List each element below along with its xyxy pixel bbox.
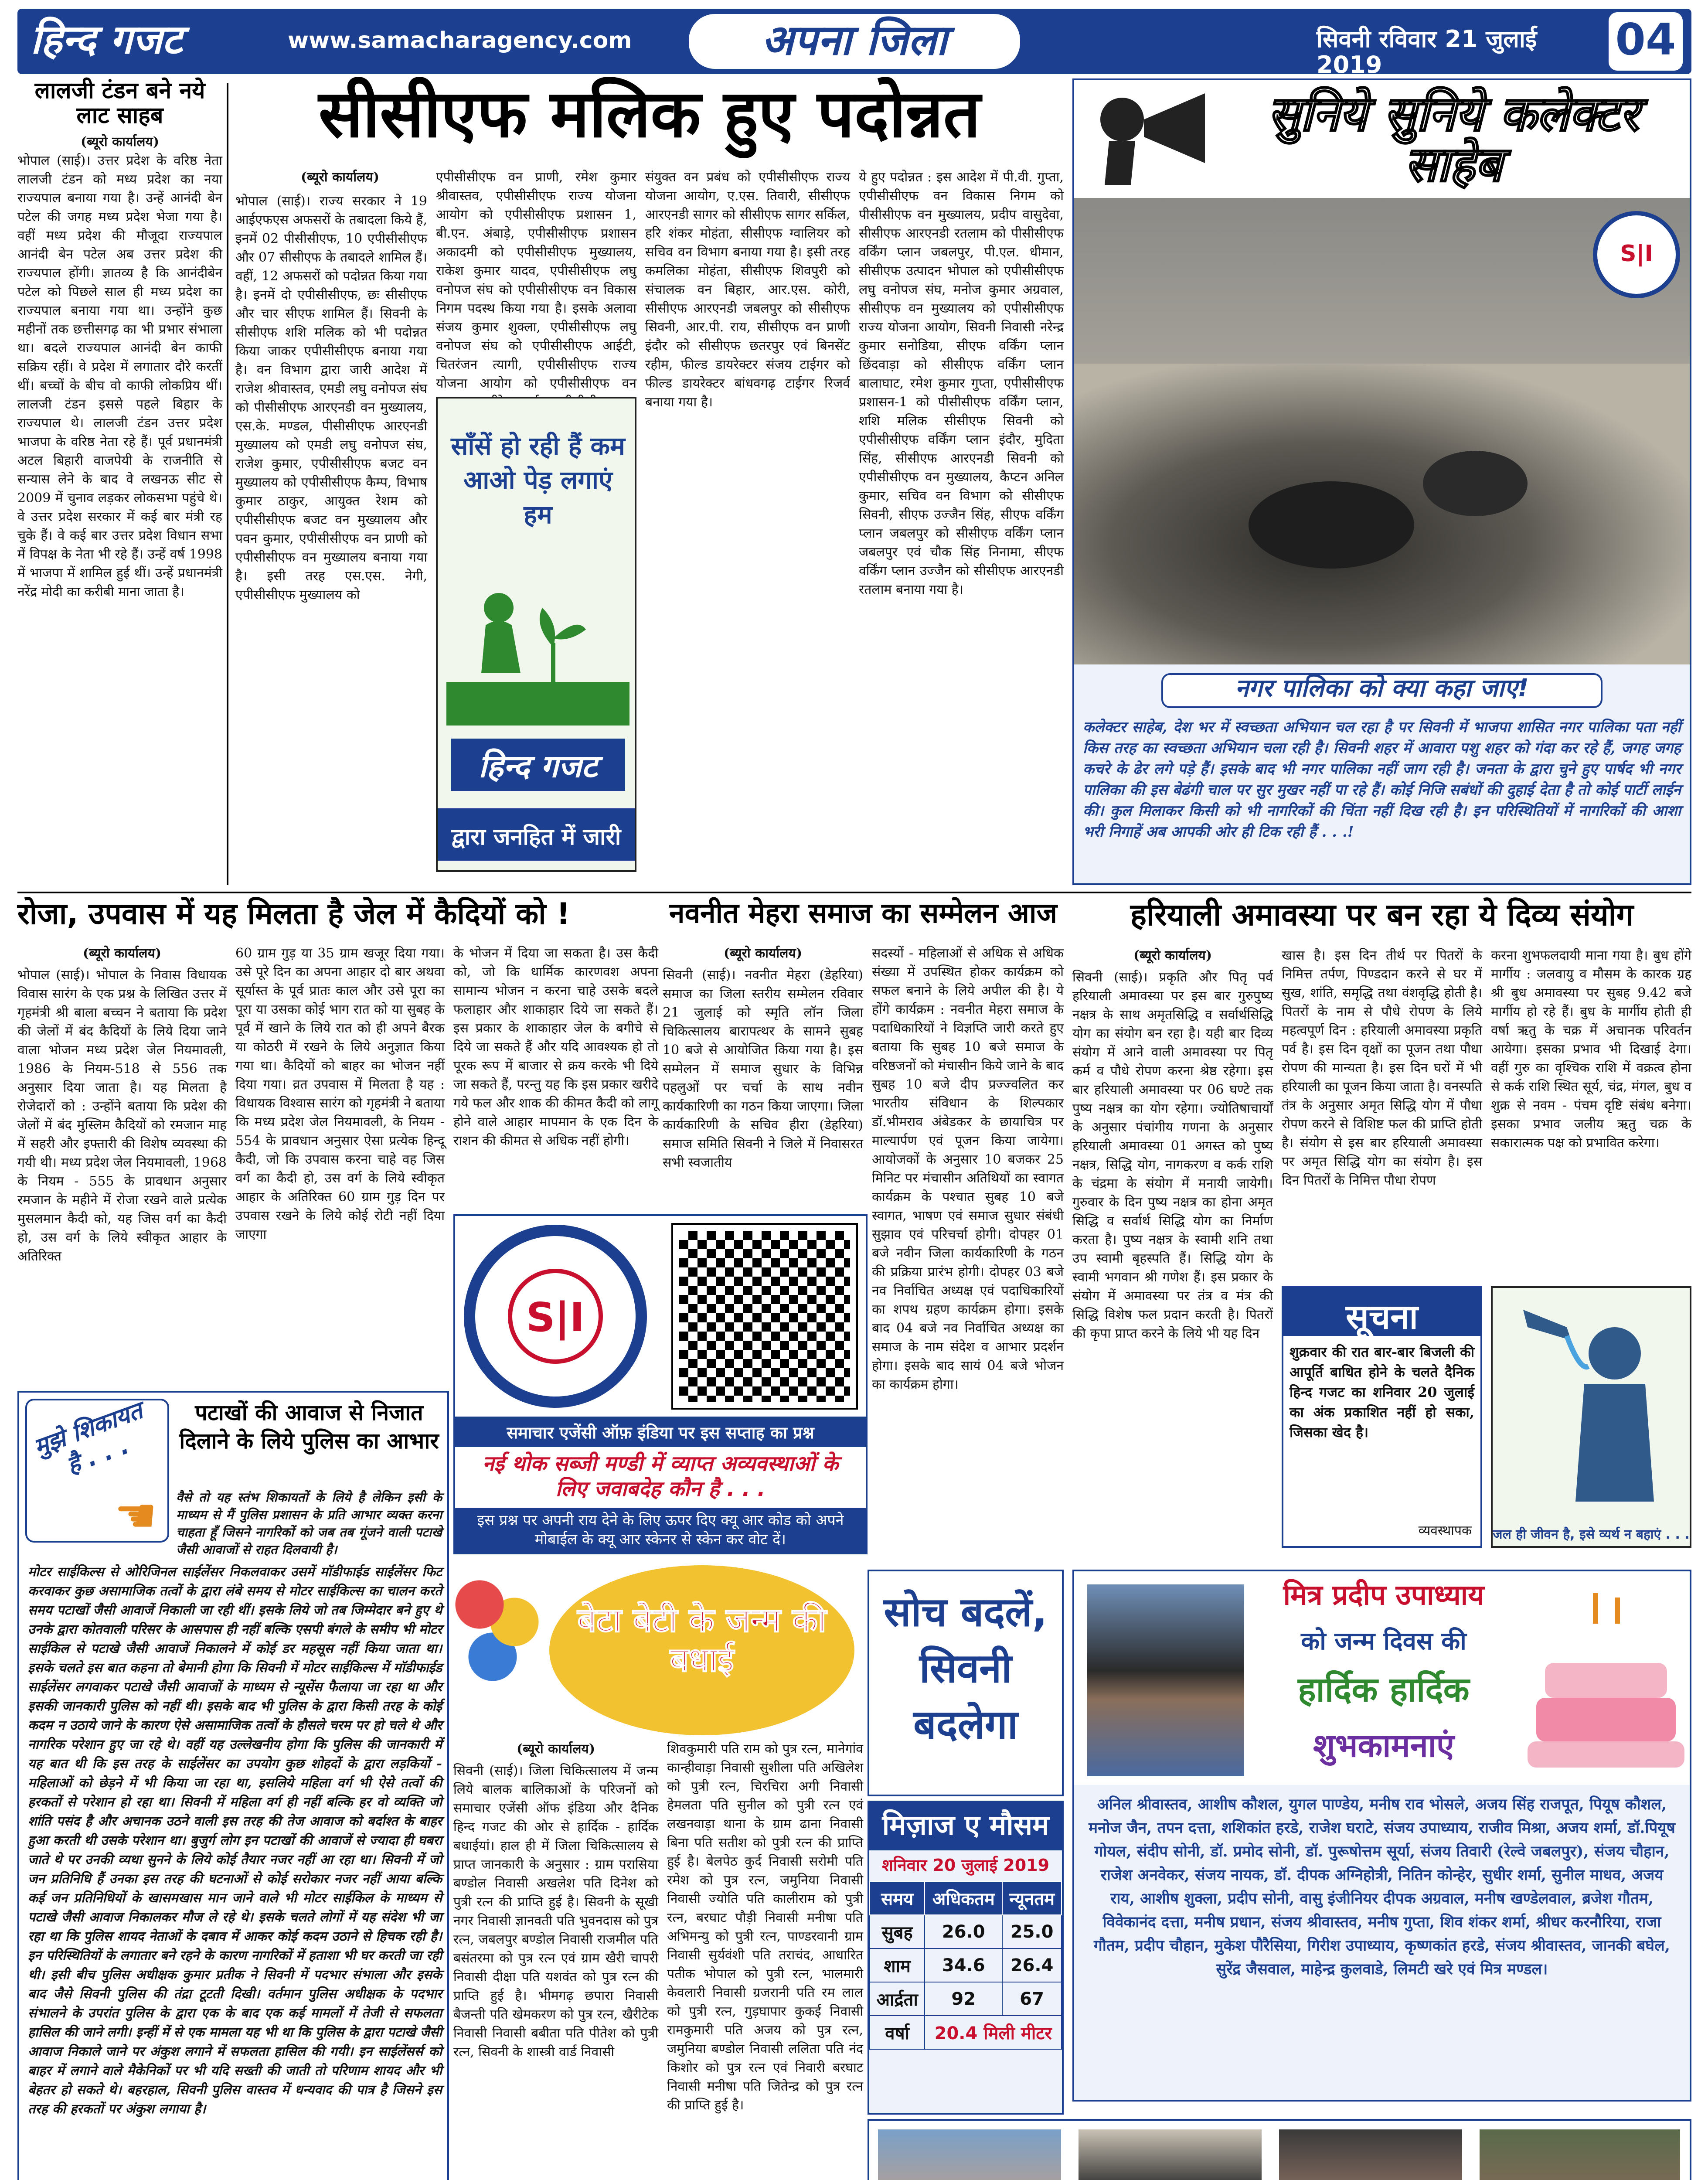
beta-credit: (ब्यूरो कार्यालय) bbox=[516, 1741, 595, 1757]
pointing-hand-icon: ☚ bbox=[114, 1488, 157, 1543]
hariyali-headline: हरियाली अमावस्या पर बन रहा ये दिव्य संयोग bbox=[1130, 897, 1634, 933]
divider bbox=[17, 892, 1691, 893]
promo-bottom: द्वारा जनहित में जारी bbox=[438, 808, 635, 861]
roza-headline: रोजा, उपवास में यह मिलता है जेल में कैदियों को ! bbox=[17, 897, 570, 931]
weather-header: अधिकतम bbox=[925, 1881, 1002, 1915]
water-caption: जल ही जीवन है, इसे व्यर्थ न बहाएं . . . bbox=[1493, 1527, 1690, 1542]
birthday-names: अनिल श्रीवास्तव, आशीष कौशल, युगल पाण्डेय, मनीष राव भोसले, अजय सिंह राजपूत, पियूष कौशल, मनोज जैन, तपन दत्ता, शशिकांत हरडे, राजेश घराटे, संजय उपाध्याय, राजीव मिश्रा, अजय शर्मा, डॉ.पियूष गोयल, संदीप सोनी, डॉ. प्रमोद सोनी, डॉ. पुरूषोत्तम सूर्या, संजय तिवारी (रेल्वे जबलपुर), संजय चौहान, राजेश अनवेकर, संजय नायक, डॉ. दीपक अग्निहोत्री, नितिन कोन्हेर, सुधीर शर्मा, सुनील माधव, अजय राय, आशीष शुक्ला, प्रदीप सोनी, वासु इंजीनियर दीपक अग्रवाल, मनीष खण्डेलवाल, ब्रजेश गौतम, विवेकानंद दत्ता, मनीष प्रधान, संजय श्रीवास्तव, मनीष गुप्ता, शिव शंकर शर्मा, श्रीधर करनौरिया, राजा गौतम, प्रदीप चौहान, मुकेश पौरैसिया, गिरीश उपाध्याय, कृष्णकांत हरडे, संजय श्रीवास्तव, जानकी बघेल, सुरेंद्र जैसवाल, माहेन्द्र कुलवाडे, लिमटी खरे एवं मित्र मण्डल। bbox=[1074, 1785, 1690, 2100]
hariyali-col1: सिवनी (साई)। प्रकृति और पितृ पर्व हरियाली अमावस्या पर इस बार गुरुपुष्य नक्षत्र के साथ अमृतसिद्धि व सर्वार्थसिद्धि योग का संयोग बन रहा है। यही बार दिव्य संयोग में आने वाली अमावस्या पर पितृ कर्म व पौधे रोपण करना श्रेष्ठ रहेगा। इस बार हरियाली अमावस्या पर 06 घण्टे तक पुष्य नक्षत्र का योग रहेगा। ज्योतिषाचार्यों के अनुसार पंचांगीय गणना के अनुसार हरियाली अमावस्या 01 अगस्त को पुष्य नक्षत्र, सिद्धि योग, नागकरण व कर्क राशि के चंद्रमा के संयोग में मनायी जायेगी। गुरुवार के दिन पुष्य नक्षत्र का होना अमृत सिद्धि व सर्वार्थ सिद्धि योग का निर्माण करता है। पुष्य नक्षत्र के स्वामी शनि तथा उप स्वामी बृहस्पति हैं। सिद्धि योग के स्वामी भगवान श्री गणेश हैं। इस प्रकार के संयोग में अमावस्या पर तंत्र व मंत्र की सिद्धि विशेष फल प्रदान करती है। पितरों की कृपा प्राप्त करने के लिये भी यह दिन bbox=[1072, 970, 1273, 1341]
samachar-answer: इस प्रश्न पर अपनी राय देने के लिए ऊपर दिए क्यू आर कोड को अपने मोबाईल के क्यू आर स्केनर से स्केन कर वोट दें। bbox=[455, 1508, 866, 1553]
samachar-box bbox=[453, 1214, 868, 1554]
birthday-sub3: शुभकामनाएं bbox=[1313, 1727, 1454, 1764]
navneet-credit: (ब्यूरो कार्यालय) bbox=[723, 946, 803, 961]
navneet-col1: सिवनी (साई)। नवनीत मेहरा (डेहरिया) समाज का जिला स्तरीय सम्मेलन रविवार 21 जुलाई को स्मृति लॉन जिला चिकित्सालय बारापत्थर के सामने सुबह 10 बजे से आयोजित किया गया है। इस सम्मेलन में समाज सुधार के विभिन्न पहलुओं पर चर्चा के साथ नवीन कार्यकारिणी का गठन किया जाएगा। जिला कार्यकारिणी के सचिव हीरा (डेहरिया) समाज समिति सिवनी ने जिले में निवासरत सभी स्वजातीय bbox=[663, 967, 863, 1170]
weather-cell: 26.4 bbox=[1002, 1948, 1062, 1982]
water-promo bbox=[1491, 1286, 1691, 1548]
samachar-subscribe[interactable]: समाचार एजेंसी ऑफ़ इंडिया पर इस सप्ताह का प्रश्न bbox=[455, 1417, 866, 1447]
roza-col2: 60 ग्राम गुड़ या 35 ग्राम खजूर दिया गया। उसे पूरे दिन का अपना आहार दो बार अथवा सूर्यास्त के पूर्व प्रातः काल और उसे पूरा का पूरा या उसका कोई भाग रात को या सुबह के पूर्व में खाने के लिये रात को ही अपने बैरक या कोठरी में रखने के लिये अनुज्ञात किया गया था। कैदियों को बाहर का भोजन नहीं दिया गया। व्रत उपवास में मिलता है यह : विधायक विश्वास सारंग को गृहमंत्री ने बताया कि मध्य प्रदेश जेल नियमावली, के नियम - 554 के प्रावधान अनुसार ऐसा प्रत्येक हिन्दू कैदी, जो कि उपवास करना चाहे वह जिस वर्ग का कैदी हो, उस वर्ग के लिये स्वीकृत आहार के अतिरिक्त 60 ग्राम गुड़ दिन पर उपवास रखने के लिये कोई रोटी नहीं दिया जाएगा bbox=[235, 946, 445, 1242]
weather-header-row bbox=[870, 1881, 1062, 1915]
promo-logo: हिन्द गजट bbox=[451, 739, 625, 791]
weather-cell: 67 bbox=[1002, 1982, 1062, 2016]
beta-col1: सिवनी (साई)। जिला चिकित्सालय में जन्म लिये बालक बालिकाओं के परिजनों को समाचार एजेंसी ऑफ इंडिया और दैनिक हिन्द गजट की ओर से हार्दिक - हार्दिक बधाईयां। हाल ही में जिला चिकित्सालय से प्राप्त जानकारी के अनुसार : ग्राम परासिया बण्डोल निवासी अखलेश पति दिनेश को पुत्री रत्न की प्राप्ति हुई है। सिवनी के सूखी नगर निवासी ज्ञानवती पति भुवनदास को पुत्र रत्न, जबलपुर बण्डोल निवासी राजमील पति बसंतरमा को पुत्र रत्न एवं ग्राम खैरी चापरी निवासी दीक्षा पति यशवंत को पुत्र रत्न की प्राप्ति हुई है। भीमगढ़ छपारा निवासी बैजन्ती पति खेमकरण को पुत्र रत्न, खैरीटेक निवासी निवासी बबीता पति पीतेश को पुत्री रत्न, सिवनी के शास्त्री वार्ड निवासी bbox=[453, 1763, 658, 2060]
weather-header: समय bbox=[870, 1881, 925, 1915]
samachar-question: नई थोक सब्जी मण्डी में व्याप्त अव्यवस्थाओं के लिए जवाबदेह कौन है . . . bbox=[482, 1451, 839, 1501]
suchna-sign: व्यवस्थापक bbox=[1418, 1523, 1472, 1538]
beta-col2: शिवकुमारी पति राम को पुत्र रत्न, मानेगांव कान्हीवाड़ा निवासी सुशीला पति अखिलेश को पुत्री रत्न, चिरचिरा अगी निवासी हेमलता पति सुनील को पुत्री रत्न एवं लखनवाड़ा थाना के ग्राम ढाना निवासी बिना पति सतीश को पुत्री रत्न की प्राप्ति हुई है। बेलपेठ कुर्द निवासी सरोमी पति रमेश को पुत्र रत्न, जमुनिया निवासी निवासी ज्योति पति कालीराम को पुत्री रत्न, बरघाट पौड़ी निवासी मनीषा पति अभिमन्यु को पुत्री रत्न, पाण्डरवानी ग्राम निवासी सुर्यवंशी पति तराचंद, आधारित पतीक भोपाल को पुत्री रत्न, भालमारी केवलारी निवासी ग्रजरानी पति रम लाल को पुत्री रत्न, गुड़घापार कुकई निवासी रामकुमारी पति अजय को पुत्र रत्न, जमुनिया बण्डोल निवासी ललिता पति नंद किशोर को पुत्र रत्न एवं निवारी बरघाट निवासी मनीषा पति जितेन्द्र को पुत्र रत्न की प्राप्ति हुई है। bbox=[667, 1741, 863, 2113]
collector-header bbox=[1074, 80, 1690, 198]
weather-cell: 34.6 bbox=[925, 1948, 1002, 1982]
weather-cell: आर्द्रता bbox=[870, 1982, 925, 2016]
ccf-col2: एपीसीसीएफ वन प्राणी, रमेश कुमार श्रीवास्तव, एपीसीसीएफ राज्य योजना आयोग को एपीसीसीएफ प्रशासन 1, बी.एन. अंबाड़े, एपीसीसीएफ प्रशासन अकादमी को एपीसीसीएफ मुख्यालय, राकेश कुमार यादव, एपीसीसीएफ लघु वनोपज संघ को एपीसीसीएफ वन विकास निगम पदस्थ किया गया है। इसके अलावा संजय कुमार शुक्ला, एपीसीसीएफ लघु वनोपज संघ को एपीसीसीएफ आईटी, चितरंजन त्यागी, एपीसीसीएफ राज्य योजना आयोग को एपीसीसीएफ वन bbox=[436, 170, 636, 391]
weather-title: मिज़ाज ए मौसम bbox=[869, 1802, 1062, 1850]
balloon-icon bbox=[453, 1570, 541, 1727]
soch-text: सोच बदलें, सिवनी बदलेगा bbox=[884, 1589, 1048, 1748]
lalji-credit: (ब्यूरो कार्यालय) bbox=[80, 134, 160, 150]
megaphone-icon bbox=[1083, 89, 1214, 189]
birthday-box bbox=[1072, 1570, 1691, 2102]
ccf-col3: संयुक्त वन प्रबंध को एपीसीसीएफ राज्य योजना आयोग, ए.एस. तिवारी, सीसीएफ आरएनडी सागर को सीसीएफ सागर सर्किल, हरि शंकर मोहंता, सीसीएफ ग्वालियर को सचिव वन विभाग बनाया गया है। इसी तरह कमलिका मोहंता, सीसीएफ शिवपुरी को संचालक वन बिहार, आर.एस. कोरी, सीसीएफ आरएनडी जबलपुर को सीसीएफ सिवनी, आर.पी. राय, सीसीएफ वन प्राणी इंदौर को सीसीएफ छतरपुर एवं बिनसेंट रहीम, फील्ड डायरेक्टर संजय टाईगर को फील्ड डायरेक्टर बांधवगढ़ टाईगर रिजर्व बनाया गया है। bbox=[645, 170, 850, 410]
ccf-headline: सीसीएफ मलिक हुए पदोन्नत bbox=[318, 76, 981, 152]
patakho-body: मोटर साईकिल्स से ओरिजिनल साईलेंसर निकलवाकर उसमें मॉडीफाईड साईलेंसर फिट करवाकर कुछ असामाजिक तत्वों के द्वारा लंबे समय से मोटर साईकिल्स का चालन करते समय पटाखों जैसी आवाजें निकाली जा रही थीं। इसके लिये जो तब जिम्मेदार बने हुए थे उनके द्वारा कोतवाली परिसर के आसपास ही नहीं बल्कि एसपी बंगले के समीप भी मोटर साईकिल से पटाखे जैसी आवाजें निकालने में कोई डर महसूस नहीं किया जाता था। इसके चलते इस बात कहना तो बेमानी होगा कि सिवनी में मोटर साईकिल्स में मॉडीफाईड साईलेंसर लगवाकर पटाखे जैसी आवाजों के माध्यम से न्यूसेंस फैलाया जा रहा था और इसकी जानकारी पुलिस को नहीं थी। इसके बाद भी पुलिस के द्वारा किसी तरह के कोई कदम न उठाये जाने के कारण ऐसे असामाजिक तत्वों के हौसले चरम पर हो चले थे और नागरिक परेशान हुए जा रहे थे। वहीं यह उल्लेखनीय होगा कि पुलिस की जानकारी में यह बात थी कि इस तरह के साईलेंसर का उपयोग कुछ शोहदों के द्वारा लड़कियों - महिलाओं को छेड़ने में भी किया जा रहा था, इसलिये महिला वर्ग भी ऐसे तत्वों की हरकतों से परेशान हो रहा था। सिवनी में महिला वर्ग ही नहीं बल्कि हर वो व्यक्ति जो शांति पसंद है और अचानक उठने वाली इस तरह की तेज आवाज को बर्दाश्त के बाहर हुआ करती थी उसके परेशान था। बुजुर्ग लोग इन पटाखों की आवाजें से ज्यादा ही घबरा जाते थे पर उनकी व्यथा सुनने के लिये कोई तैयार नजर नहीं आ रहा था। सिवनी में जो जन प्रतिनिधि हैं उनका इस तरह की घटनाओं से कोई सरोकार नजर नहीं आया बल्कि कई जन प्रतिनिधियों के खासमखास मान जाने वाले भी मोटर साईकिल के माध्यम से पटाखे जैसी आवाज निकालकर मौज ले रहे थे। इसके चलते लोगों में यह संदेश भी जा रहा था कि पुलिस शायद नेताओं के दबाव में आकर कोई कदम उठाने से हिचक रही है। इन परिस्थितियों के लगातार बने रहने के कारण नागरिकों में हताशा भी घर करती जा रही थी। इसी बीच पुलिस अधीक्षक कुमार प्रतीक ने सिवनी में पदभार संभाला और इसके बाद जैसे सिवनी पुलिस की तंद्रा टूटती दिखी। वर्तमान पुलिस अधीक्षक के पदभार संभालने के उपरांत पुलिस के द्वारा एक के बाद एक कई मामलों में तेजी से सफलता हासिल की जाने लगी। इन्हीं में से एक मामला यह भी था कि पुलिस के द्वारा पटाखे जैसी आवाज निकाले जाने पर अंकुश लगाने में सफलता हासिल की गयी। इन साईलेंसर्स को बाहर में लगाने वाले मैकेनिकों पर भी यदि सख्ती की जाती तो परिणाम शायद और भी बेहतर हो सकते थे। बहरहाल, सिवनी पुलिस वास्तव में धन्यवाद की पात्र है जिसने इस तरह की हरकतों पर अंकुश लगाया है। bbox=[28, 1564, 442, 2117]
photo-row bbox=[868, 2119, 1691, 2180]
planting-illustration bbox=[446, 542, 629, 726]
person-head-icon bbox=[484, 593, 514, 623]
patakho-intro: वैसे तो यह स्तंभ शिकायतों के लिये है लेकिन इसी के माध्यम से मैं पुलिस प्रशासन के प्रति आभार व्यक्त करना चाहता हूँ जिसने नागरिकों को जब तब गूंजने वाली पटाखे जैसी आवाजों से राहत दिलवायी है। bbox=[176, 1490, 442, 1557]
collector-box bbox=[1072, 78, 1691, 885]
roza-col1: भोपाल (साई)। भोपाल के निवास विधायक विवास सारंग के एक प्रश्न के लिखित उत्तर में गृहमंत्री श्री बाला बच्चन ने बताया कि प्रदेश की जेलों में बंद कैदियों के लिये दिया जाने वाला भोजन मध्य प्रदेश जेल नियमावली, 1986 के नियम-518 से 556 तक अनुसार दिया जाता है। यह मिलता है रोजेदारों को : उन्होंने बताया कि प्रदेश की जेलों में बंद मुस्लिम कैदियों को रमजान माह में सहरी और इफ्तारी की विशेष व्यवस्था की गयी थी। मध्य प्रदेश जेल नियमावली, 1968 के नियम - 555 के प्रावधान अनुसार रमजान के महीने में रोजा रखने वाले प्रत्येक मुसलमान कैदी को, यह जिस वर्ग का कैदी हो, उस वर्ग के लिये स्वीकृत आहार के अतिरिक्त bbox=[17, 967, 227, 1264]
cake-icon bbox=[1528, 1584, 1684, 1776]
weather-row bbox=[870, 1982, 1062, 2016]
birthday-sub1: को जन्म दिवस की bbox=[1301, 1627, 1466, 1655]
weather-header: न्यूनतम bbox=[1002, 1881, 1062, 1915]
dateline: सिवनी रविवार 21 जुलाई 2019 bbox=[1317, 25, 1537, 79]
patakho-headline: पटाखों की आवाज से निजात दिलाने के लिये पुलिस का आभार bbox=[179, 1400, 439, 1454]
weather-cell: 92 bbox=[925, 1982, 1002, 2016]
hariyali-col3: करना शुभफलदायी माना गया है। बुध होंगे मार्गीय : जलवायु व मौसम के कारक ग्रह श्री बुध अमावस्या पर सुबह 9.42 बजे मार्गीय हो रहे हैं। बुध के मार्गीय होती ही वर्षा ऋतु के चक्र में अचानक परिवर्तन आयेगा। इसका प्रभाव भी दिखाई देगा। वहीं गुरु का वृश्चिक राशि में वक्रत्व होना से कर्क राशि स्थित सूर्य, चंद्र, मंगल, बुध व शुक्र से नवम - पंचम दृष्टि संबंध बनेगा। इसका प्रभाव जलीय ऋतु चक्र के सकारात्मक पक्ष को प्रभावित करेगा। bbox=[1491, 948, 1691, 1151]
roza-credit: (ब्यूरो कार्यालय) bbox=[82, 946, 162, 961]
complaint-tag-text: मुझे शिकायत है . . . bbox=[30, 1396, 146, 1479]
weather-table bbox=[869, 1881, 1062, 2050]
ccf-col4: ये हुए पदोन्नत : इस आदेश में पी.वी. गुप्ता, एपीसीसीएफ वन विकास निगम को पीसीसीएफ वन मुख्यालय, प्रदीप वासुदेवा, सीसीएफ आरएनडी रतलाम को पीसीसीएफ वर्किंग प्लान जबलपुर, पी.एल. धीमान, सीसीएफ उत्पादन भोपाल को एपीसीसीएफ लघु वनोपज संघ, मनोज कुमार अग्रवाल, सीसीएफ वन मुख्यालय को एपीसीसीएफ राज्य योजना आयोग, सिवनी निवासी नरेन्द्र कुमार सनोडिया, सीएफ वर्किंग प्लान छिंदवाड़ा को सीसीएफ वर्किंग प्लान बालाघाट, रमेश कुमार गुप्ता, एपीसीसीएफ प्रशासन-1 को पीसीसीएफ वर्किंग प्लान, शशि मलिक सीसीएफ सिवनी को एपीसीसीएफ वर्किंग प्लान इंदौर, मुदिता सिंह, सीसीएफ आरएनडी सिवनी को एपीसीसीएफ वन मुख्यालय, कैप्टन अनिल कुमार, सचिव वन विभाग को सीसीएफ सिवनी, सीएफ उज्जैन सिंह, सीएफ वर्किंग प्लान जबलपुर को सीसीएफ वर्किंग प्लान जबलपुर एवं चौक सिंह निनामा, सीएफ वर्किंग प्लान उज्जैन को सीसीएफ आरएनडी रतलाम बनाया गया है। bbox=[859, 170, 1064, 597]
person-photo bbox=[1480, 2129, 1680, 2180]
ccf-col1: भोपाल (साई)। राज्य सरकार ने 19 आईएफएस अफसरों के तबादला किये हैं, इनमें 02 पीसीसीएफ, 10 एपीसीसीएफ और 07 सीसीएफ के तबादले शामिल हैं। वहीं, 12 अफसरों को पदोन्नत किया गया है। इनमें दो एपीसीसीएफ, छः सीसीएफ और चार सीएफ शामिल हैं। सिवनी के सीसीएफ शशि मलिक को भी पदोन्नत किया जाकर एपीसीसीएफ बनाया गया है। वन विभाग द्वारा जारी आदेश में राजेश श्रीवास्तव, एमडी लघु वनोपज संघ को पीसीसीएफ आरएनडी वन मुख्यालय, एस.के. मण्डल, पीसीसीएफ आरएनडी मुख्यालय को एमडी लघु वनोपज संघ, राजेश कुमार, एपीसीसीएफ बजट वन मुख्यालय को एपीसीसीएफ कैम्प, विभाष कुमार ठाकुर, आयुक्त रेशम को एपीसीसीएफ बजट वन मुख्यालय और पवन कुमार, एपीसीसीएफ वन प्राणी को एपीसीसीएफ वन मुख्यालय बनाया गया है। इसी तरह एस.एस. नेगी, एपीसीसीएफ मुख्यालय को bbox=[235, 194, 427, 603]
page-number: 04 bbox=[1609, 12, 1683, 71]
weather-box bbox=[868, 1801, 1064, 2115]
buffalo-icon bbox=[1249, 481, 1414, 569]
masthead-logo: हिन्द गजट bbox=[31, 16, 183, 63]
weather-rain-value: 20.4 मिली मीटर bbox=[925, 2016, 1062, 2049]
lalji-article bbox=[17, 78, 222, 889]
portrait-photo bbox=[1087, 1584, 1244, 1776]
hariyali-col2: खास है। इस दिन तीर्थ पर पितरों के निमित्त तर्पण, पिण्डदान करने से घर में सुख, शांति, समृद्धि तथा वंशवृद्धि होती है। पितरों के नाम से पौधे रोपण के लिये महत्वपूर्ण दिन : हरियाली अमावस्या प्रकृति पर्व है। इस दिन वृक्षों का पूजन तथा पौधा रोपण की मान्यता है। इस दिन घरों में भी हरियाली का पूजन किया जाता है। वनस्पति तंत्र के अनुसार अमृत सिद्धि योग में पौधा रोपण करने से विशिष्ट फल की प्राप्ति होती है। संयोग से इस बार हरियाली अमावस्या पर अमृत सिद्धि योग का संयोग है। इस दिन पितरों के निमित्त पौधा रोपण bbox=[1282, 948, 1482, 1188]
weather-cell: 26.0 bbox=[925, 1915, 1002, 1948]
collector-headline: सुनिये सुनिये कलेक्टर साहेब bbox=[1268, 86, 1639, 192]
weather-rain-label: वर्षा bbox=[870, 2016, 925, 2049]
soch-box bbox=[868, 1570, 1064, 1796]
weather-date: शनिवार 20 जुलाई 2019 bbox=[881, 1856, 1050, 1875]
complaint-column bbox=[17, 1391, 449, 2180]
promo-text: साँसें हो रही हैं कम आओ पेड़ लगाएं हम bbox=[451, 431, 625, 529]
lalji-headline: लालजी टंडन बने नये लाट साहब bbox=[34, 78, 205, 129]
collector-body: कलेक्टर साहेब, देश भर में स्वच्छता अभियान चल रहा है पर सिवनी में भाजपा शासित नगर पालिका पता नहीं किस तरह का स्वच्छता अभियान चला रही है। सिवनी शहर में आवारा पशु शहर को गंदा कर रहे हैं, जगह जगह कचरे के ढेर लगे पड़े हैं। इसके बाद भी नगर पालिका नहीं जाग रही है। जनता के द्वारा चुने हुए पार्षद भी नगर पालिका की इस बेढंगी चाल पर सुर मुखर नहीं पा रहे हैं। कोई निजि सबंधों की दुहाई देता है तो कोई पार्टी लाईन की। कुल मिलाकर किसी को भी नागरिकों की चिंता नहीं दिख रही है। इन परिस्थितियों में नागरिकों की आशा भरी निगाहें अब आपकी ओर ही टिक रही हैं . . .! bbox=[1083, 719, 1681, 841]
weather-rain-row bbox=[870, 2016, 1062, 2049]
birth-banner-text: बेटा बेटी के जन्म की बधाई bbox=[549, 1565, 854, 1735]
agency-seal-icon: S|I bbox=[1593, 211, 1680, 298]
navneet-headline: नवनीत मेहरा समाज का सम्मेलन आज bbox=[669, 897, 1057, 930]
weather-row bbox=[870, 1948, 1062, 1982]
lalji-body: भोपाल (साई)। उत्तर प्रदेश के वरिष्ठ नेता लालजी टंडन को मध्य प्रदेश का नया राज्यपाल बनाया गया है। उन्हें आनंदी बेन पटेल की जगह मध्य प्रदेश भेजा गया है। वहीं मध्य प्रदेश की मौजूदा राज्यपाल आनंदी बेन पटेल अब उत्तर प्रदेश की राज्यपाल होंगी। ज्ञातव्य है कि आनंदीबेन पटेल को पिछले साल ही मध्य प्रदेश का राज्यपाल बनाया गया था। उन्होंने कुछ महीनों तक छत्तीसगढ़ का भी प्रभार संभाला था। बदले राज्यपाल आनंदी बेन काफी सक्रिय रहीं। वे प्रदेश में लगातार दौरे करतीं थीं। बच्चों के बीच वो काफी लोकप्रिय थीं। लालजी टंडन इससे पहले बिहार के राज्यपाल थे। लालजी टंडन उत्तर प्रदेश भाजपा के वरिष्ठ नेता रहे हैं। पूर्व प्रधानमंत्री अटल बिहारी वाजपेयी के राजनीति से सन्यास लेने के बाद वे लखनऊ सीट से 2009 में चुनाव लड़कर लोकसभा पहुंचे थे। वे उत्तर प्रदेश सरकार में कई बार मंत्री रह चुके हैं। वे कई बार उत्तर प्रदेश विधान सभा में विपक्ष के नेता भी रहे हैं। उन्हें वर्ष 1998 में भाजपा में शामिल हुई थीं। उन्हें प्रधानमंत्री नरेंद्र मोदी का करीबी माना जाता है। bbox=[17, 153, 222, 600]
birthday-sub2: हार्दिक हार्दिक bbox=[1298, 1670, 1470, 1710]
ccf-credit: (ब्यूरो कार्यालय) bbox=[300, 170, 380, 185]
hariyali-credit: (ब्यूरो कार्यालय) bbox=[1133, 948, 1212, 963]
drinking-person-icon bbox=[1506, 1301, 1680, 1502]
birth-banner bbox=[453, 1565, 863, 1735]
suchna-box bbox=[1282, 1286, 1482, 1548]
navneet-col2: सदस्यों - महिलाओं से अधिक से अधिक संख्या में उपस्थित होकर कार्यक्रम को सफल बनाने के लिये अपील की है। ये होंगे कार्यक्रम : नवनीत मेहरा समाज के पदाधिकारियों ने विज्ञप्ति जारी करते हुए बताया कि सुबह 10 बजे समाज के वरिष्ठजनों को मंचासीन किये जाने के बाद सुबह 10 बजे दीप प्रज्ज्वलित कर भारतीय संविधान के शिल्पकार डॉ.भीमराव अंबेडकर के छायाचित्र पर माल्यार्पण एवं पूजन किया जायेगा। आयोजकों के अनुसार 10 बजकर 25 मिनिट पर मंचासीन अतिथियों का स्वागत कार्यक्रम के पश्चात सुबह 10 बजे स्वागत, भाषण एवं समाज सुधार संबंधी सुझाव एवं परिचर्चा होगी। दोपहर 01 बजे नवीन जिला कार्यकारिणी के गठन की प्रक्रिया प्रारंभ होगी। दोपहर 03 बजे नव निर्वाचित अध्यक्ष एवं पदाधिकारियों का शपथ ग्रहण कार्यक्रम होगा। इसके बाद 04 बजे नव निर्वाचित अध्यक्ष का समाज के नाम संदेश व आभार प्रदर्शन होगा। इसके बाद सायं 04 बजे भोजन का कार्यक्रम होगा। bbox=[872, 946, 1064, 1392]
birthday-title: मित्र प्रदीप उपाध्याय bbox=[1283, 1579, 1484, 1611]
divider bbox=[227, 83, 228, 885]
suchna-body: शुक्रवार की रात बार-बार बिजली की आपूर्ति बाधित होने के चलते दैनिक हिन्द गजट का शनिवार 20 जुलाई का अंक प्रकाशित नहीं हो सका, जिसका खेद है। bbox=[1290, 1344, 1474, 1441]
garbage-photo bbox=[1074, 198, 1690, 664]
complaint-tag bbox=[25, 1396, 169, 1543]
person-photo bbox=[1079, 2129, 1262, 2180]
roza-col3: के भोजन में दिया जा सकता है। उस कैदी को, जो कि धार्मिक कारणवश अपना सामान्य भोजन न करना चाहे उसके बदले फलाहार और शाकाहार दिये जा सकते हैं। इस प्रकार के शाकाहार जेल के बगीचे से दिये जा सकते हैं और यदि आवश्यक हो तो पूरक रूप में बाजार से क्रय करके भी दिये जा सकते हैं, परन्तु यह कि इस प्रकार खरीदे गये फल और शाक की कीमत कैदी को लागू होने वाले आहार मापमान के एक दिन के राशन की कीमत से अधिक नहीं होगी। bbox=[453, 946, 658, 1148]
weather-cell: 25.0 bbox=[1002, 1915, 1062, 1948]
suchna-title: सूचना bbox=[1283, 1288, 1480, 1336]
agency-logo: S|I bbox=[464, 1225, 647, 1408]
masthead bbox=[17, 9, 1691, 79]
collector-caption: नगर पालिका को क्या कहा जाए! bbox=[1161, 673, 1603, 708]
qr-code-icon[interactable] bbox=[673, 1225, 856, 1408]
weather-cell: सुबह bbox=[870, 1915, 925, 1948]
weather-cell: शाम bbox=[870, 1948, 925, 1982]
weather-row bbox=[870, 1915, 1062, 1948]
tree-promo bbox=[436, 397, 636, 872]
person-photo bbox=[878, 2129, 1061, 2180]
masthead-url[interactable]: www.samacharagency.com bbox=[288, 27, 632, 54]
person-photo bbox=[1279, 2129, 1462, 2180]
section-title: अपना जिला bbox=[689, 14, 1020, 69]
